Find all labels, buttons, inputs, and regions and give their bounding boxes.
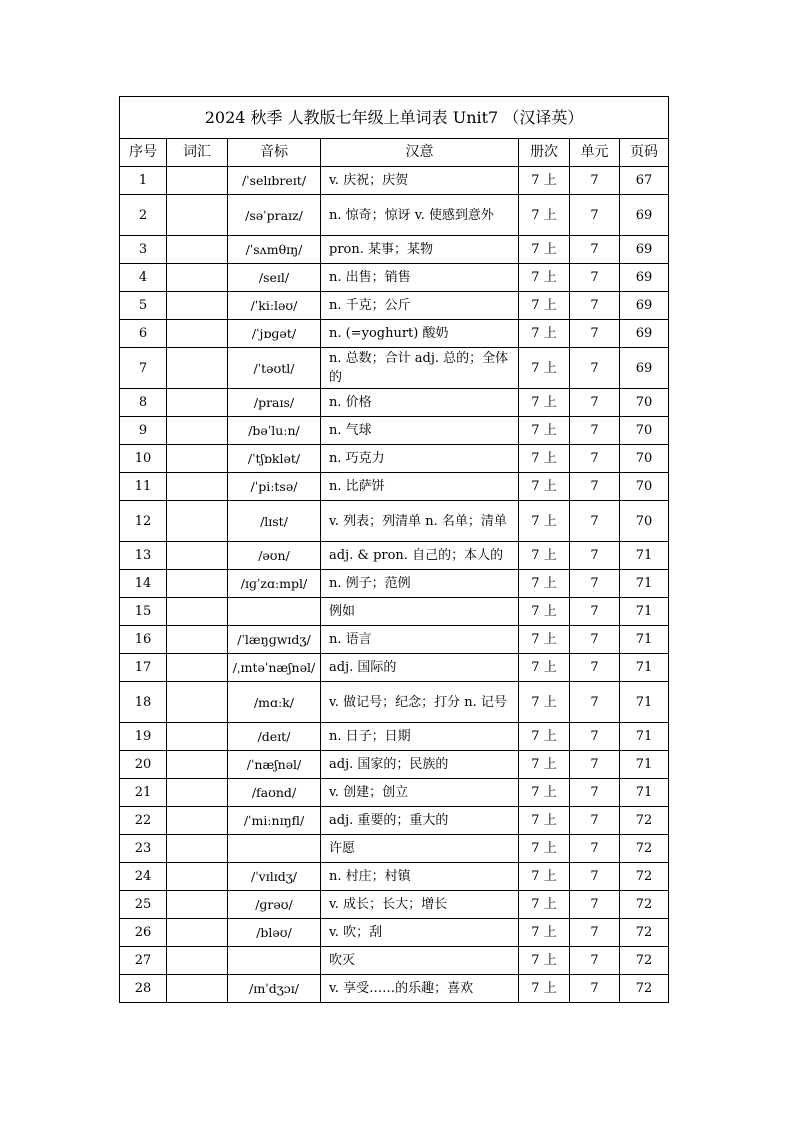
- word-cell: [167, 292, 228, 320]
- page-cell: 72: [620, 947, 669, 975]
- page-cell: 70: [620, 389, 669, 417]
- meaning-cell: 例如: [321, 598, 519, 626]
- page-cell: 72: [620, 891, 669, 919]
- unit-cell: 7: [570, 445, 620, 473]
- page-cell: 69: [620, 292, 669, 320]
- meaning-cell: adj. 重要的；重大的: [321, 807, 519, 835]
- row-number-cell: 13: [120, 542, 167, 570]
- row-number-cell: 7: [120, 348, 167, 389]
- unit-cell: 7: [570, 542, 620, 570]
- table-row: [120, 445, 669, 473]
- meaning-cell: n. 出售；销售: [321, 264, 519, 292]
- word-cell: [167, 779, 228, 807]
- table-title: 2024 秋季 人教版七年级上单词表 Unit7 （汉译英）: [120, 97, 669, 139]
- unit-cell: 7: [570, 779, 620, 807]
- word-cell: [167, 389, 228, 417]
- word-cell: [167, 348, 228, 389]
- meaning-cell: adj. 国际的: [321, 654, 519, 682]
- word-cell: [167, 626, 228, 654]
- phonetic-cell: /lɪst/: [228, 501, 321, 542]
- page-cell: 71: [620, 779, 669, 807]
- page-cell: 69: [620, 236, 669, 264]
- volume-cell: 7 上: [519, 167, 570, 195]
- word-cell: [167, 723, 228, 751]
- meaning-cell: n. 总数；合计 adj. 总的；全体的: [321, 348, 519, 389]
- word-cell: [167, 167, 228, 195]
- page-cell: 72: [620, 919, 669, 947]
- page-cell: 71: [620, 542, 669, 570]
- header-page: 页码: [620, 139, 669, 167]
- word-cell: [167, 501, 228, 542]
- table-row: [120, 598, 669, 626]
- meaning-cell: v. 成长；长大；增长: [321, 891, 519, 919]
- row-number-cell: 9: [120, 417, 167, 445]
- volume-cell: 7 上: [519, 751, 570, 779]
- header-number: 序号: [120, 139, 167, 167]
- meaning-cell: v. 庆祝；庆贺: [321, 167, 519, 195]
- phonetic-cell: /ˈnæʃnəl/: [228, 751, 321, 779]
- header-unit: 单元: [570, 139, 620, 167]
- table-row: [120, 292, 669, 320]
- table-row: [120, 264, 669, 292]
- word-cell: [167, 417, 228, 445]
- phonetic-cell: /bləʊ/: [228, 919, 321, 947]
- phonetic-cell: /ˈkiːləʊ/: [228, 292, 321, 320]
- word-cell: [167, 445, 228, 473]
- unit-cell: 7: [570, 167, 620, 195]
- unit-cell: 7: [570, 598, 620, 626]
- header-meaning: 汉意: [321, 139, 519, 167]
- volume-cell: 7 上: [519, 835, 570, 863]
- meaning-cell: pron. 某事；某物: [321, 236, 519, 264]
- phonetic-cell: /bəˈluːn/: [228, 417, 321, 445]
- unit-cell: 7: [570, 975, 620, 1003]
- page-cell: 69: [620, 264, 669, 292]
- word-cell: [167, 570, 228, 598]
- meaning-cell: v. 做记号；纪念；打分 n. 记号: [321, 682, 519, 723]
- word-cell: [167, 751, 228, 779]
- unit-cell: 7: [570, 654, 620, 682]
- title-row: [120, 97, 669, 139]
- word-cell: [167, 835, 228, 863]
- volume-cell: 7 上: [519, 598, 570, 626]
- row-number-cell: 5: [120, 292, 167, 320]
- table-row: [120, 501, 669, 542]
- phonetic-cell: /seɪl/: [228, 264, 321, 292]
- row-number-cell: 3: [120, 236, 167, 264]
- row-number-cell: 16: [120, 626, 167, 654]
- volume-cell: 7 上: [519, 863, 570, 891]
- row-number-cell: 24: [120, 863, 167, 891]
- word-cell: [167, 919, 228, 947]
- meaning-cell: 吹灭: [321, 947, 519, 975]
- unit-cell: 7: [570, 320, 620, 348]
- table-row: [120, 542, 669, 570]
- phonetic-cell: /ˈjɒɡət/: [228, 320, 321, 348]
- vocabulary-table: [119, 96, 669, 1003]
- table-row: [120, 320, 669, 348]
- volume-cell: 7 上: [519, 723, 570, 751]
- meaning-cell: n. 价格: [321, 389, 519, 417]
- meaning-cell: n. 惊奇；惊讶 v. 使感到意外: [321, 195, 519, 236]
- phonetic-cell: /ˈselɪbreɪt/: [228, 167, 321, 195]
- header-word: 词汇: [167, 139, 228, 167]
- row-number-cell: 26: [120, 919, 167, 947]
- meaning-cell: 许愿: [321, 835, 519, 863]
- volume-cell: 7 上: [519, 975, 570, 1003]
- header-phonetic: 音标: [228, 139, 321, 167]
- row-number-cell: 19: [120, 723, 167, 751]
- phonetic-cell: /deɪt/: [228, 723, 321, 751]
- table-row: [120, 626, 669, 654]
- table-row: [120, 779, 669, 807]
- meaning-cell: n. 巧克力: [321, 445, 519, 473]
- word-cell: [167, 264, 228, 292]
- header-volume: 册次: [519, 139, 570, 167]
- volume-cell: 7 上: [519, 320, 570, 348]
- page-cell: 71: [620, 626, 669, 654]
- volume-cell: 7 上: [519, 236, 570, 264]
- volume-cell: 7 上: [519, 891, 570, 919]
- unit-cell: 7: [570, 570, 620, 598]
- table-row: [120, 654, 669, 682]
- volume-cell: 7 上: [519, 947, 570, 975]
- table-row: [120, 389, 669, 417]
- volume-cell: 7 上: [519, 501, 570, 542]
- row-number-cell: 25: [120, 891, 167, 919]
- meaning-cell: v. 吹；刮: [321, 919, 519, 947]
- row-number-cell: 8: [120, 389, 167, 417]
- unit-cell: 7: [570, 723, 620, 751]
- page-cell: 70: [620, 501, 669, 542]
- meaning-cell: n. 日子；日期: [321, 723, 519, 751]
- page-cell: 72: [620, 835, 669, 863]
- page-cell: 70: [620, 417, 669, 445]
- page-cell: 70: [620, 445, 669, 473]
- unit-cell: 7: [570, 751, 620, 779]
- word-cell: [167, 863, 228, 891]
- volume-cell: 7 上: [519, 542, 570, 570]
- word-cell: [167, 598, 228, 626]
- volume-cell: 7 上: [519, 445, 570, 473]
- table-row: [120, 570, 669, 598]
- word-cell: [167, 947, 228, 975]
- volume-cell: 7 上: [519, 292, 570, 320]
- meaning-cell: v. 创建；创立: [321, 779, 519, 807]
- row-number-cell: 10: [120, 445, 167, 473]
- table-row: [120, 236, 669, 264]
- row-number-cell: 22: [120, 807, 167, 835]
- unit-cell: 7: [570, 292, 620, 320]
- word-cell: [167, 473, 228, 501]
- word-cell: [167, 654, 228, 682]
- meaning-cell: n. 村庄；村镇: [321, 863, 519, 891]
- phonetic-cell: /ɪɡˈzɑːmpl/: [228, 570, 321, 598]
- volume-cell: 7 上: [519, 264, 570, 292]
- phonetic-cell: /ˈvɪlɪdʒ/: [228, 863, 321, 891]
- phonetic-cell: /ɪnˈdʒɔɪ/: [228, 975, 321, 1003]
- phonetic-cell: /ˈsʌmθɪŋ/: [228, 236, 321, 264]
- unit-cell: 7: [570, 501, 620, 542]
- unit-cell: 7: [570, 236, 620, 264]
- page-cell: 69: [620, 195, 669, 236]
- row-number-cell: 28: [120, 975, 167, 1003]
- page-cell: 69: [620, 348, 669, 389]
- table-row: [120, 473, 669, 501]
- table-row: [120, 807, 669, 835]
- row-number-cell: 14: [120, 570, 167, 598]
- table-row: [120, 167, 669, 195]
- unit-cell: 7: [570, 473, 620, 501]
- phonetic-cell: [228, 598, 321, 626]
- meaning-cell: n. 比萨饼: [321, 473, 519, 501]
- table-row: [120, 195, 669, 236]
- meaning-cell: adj. & pron. 自己的；本人的: [321, 542, 519, 570]
- unit-cell: 7: [570, 863, 620, 891]
- page-cell: 67: [620, 167, 669, 195]
- row-number-cell: 1: [120, 167, 167, 195]
- row-number-cell: 21: [120, 779, 167, 807]
- phonetic-cell: /səˈpraɪz/: [228, 195, 321, 236]
- table-row: [120, 947, 669, 975]
- volume-cell: 7 上: [519, 919, 570, 947]
- row-number-cell: 27: [120, 947, 167, 975]
- volume-cell: 7 上: [519, 417, 570, 445]
- meaning-cell: adj. 国家的；民族的: [321, 751, 519, 779]
- word-cell: [167, 320, 228, 348]
- table-row: [120, 863, 669, 891]
- page-cell: 71: [620, 570, 669, 598]
- volume-cell: 7 上: [519, 779, 570, 807]
- volume-cell: 7 上: [519, 626, 570, 654]
- table-row: [120, 723, 669, 751]
- meaning-cell: n. 语言: [321, 626, 519, 654]
- row-number-cell: 4: [120, 264, 167, 292]
- table-row: [120, 751, 669, 779]
- word-cell: [167, 975, 228, 1003]
- row-number-cell: 2: [120, 195, 167, 236]
- unit-cell: 7: [570, 919, 620, 947]
- header-row: [120, 139, 669, 167]
- phonetic-cell: /praɪs/: [228, 389, 321, 417]
- word-cell: [167, 195, 228, 236]
- unit-cell: 7: [570, 891, 620, 919]
- unit-cell: 7: [570, 626, 620, 654]
- row-number-cell: 15: [120, 598, 167, 626]
- page-cell: 71: [620, 751, 669, 779]
- phonetic-cell: /əʊn/: [228, 542, 321, 570]
- unit-cell: 7: [570, 348, 620, 389]
- word-cell: [167, 542, 228, 570]
- word-cell: [167, 682, 228, 723]
- unit-cell: 7: [570, 417, 620, 445]
- volume-cell: 7 上: [519, 195, 570, 236]
- volume-cell: 7 上: [519, 389, 570, 417]
- phonetic-cell: /mɑːk/: [228, 682, 321, 723]
- page-cell: 72: [620, 975, 669, 1003]
- phonetic-cell: /ɡrəʊ/: [228, 891, 321, 919]
- row-number-cell: 17: [120, 654, 167, 682]
- page-cell: 71: [620, 682, 669, 723]
- volume-cell: 7 上: [519, 348, 570, 389]
- volume-cell: 7 上: [519, 570, 570, 598]
- volume-cell: 7 上: [519, 654, 570, 682]
- table-row: [120, 835, 669, 863]
- unit-cell: 7: [570, 195, 620, 236]
- phonetic-cell: /ˈlæŋɡwɪdʒ/: [228, 626, 321, 654]
- phonetic-cell: /faʊnd/: [228, 779, 321, 807]
- table-row: [120, 919, 669, 947]
- phonetic-cell: /ˈmiːnɪŋfl/: [228, 807, 321, 835]
- phonetic-cell: /ˈtʃɒklət/: [228, 445, 321, 473]
- volume-cell: 7 上: [519, 807, 570, 835]
- page-cell: 71: [620, 723, 669, 751]
- row-number-cell: 20: [120, 751, 167, 779]
- unit-cell: 7: [570, 835, 620, 863]
- page-cell: 70: [620, 473, 669, 501]
- phonetic-cell: [228, 835, 321, 863]
- page-cell: 71: [620, 654, 669, 682]
- word-cell: [167, 891, 228, 919]
- volume-cell: 7 上: [519, 682, 570, 723]
- unit-cell: 7: [570, 947, 620, 975]
- row-number-cell: 18: [120, 682, 167, 723]
- page-cell: 72: [620, 807, 669, 835]
- row-number-cell: 23: [120, 835, 167, 863]
- row-number-cell: 12: [120, 501, 167, 542]
- table-row: [120, 348, 669, 389]
- meaning-cell: v. 列表；列清单 n. 名单；清单: [321, 501, 519, 542]
- unit-cell: 7: [570, 389, 620, 417]
- meaning-cell: v. 享受……的乐趣；喜欢: [321, 975, 519, 1003]
- page-cell: 72: [620, 863, 669, 891]
- table-row: [120, 682, 669, 723]
- word-cell: [167, 807, 228, 835]
- meaning-cell: n. 千克；公斤: [321, 292, 519, 320]
- unit-cell: 7: [570, 682, 620, 723]
- word-cell: [167, 236, 228, 264]
- table-row: [120, 891, 669, 919]
- unit-cell: 7: [570, 264, 620, 292]
- volume-cell: 7 上: [519, 473, 570, 501]
- page-cell: 69: [620, 320, 669, 348]
- row-number-cell: 11: [120, 473, 167, 501]
- phonetic-cell: /ˈpiːtsə/: [228, 473, 321, 501]
- table-row: [120, 975, 669, 1003]
- unit-cell: 7: [570, 807, 620, 835]
- phonetic-cell: [228, 947, 321, 975]
- page-cell: 71: [620, 598, 669, 626]
- meaning-cell: n. (=yoghurt) 酸奶: [321, 320, 519, 348]
- phonetic-cell: /ˈtəʊtl/: [228, 348, 321, 389]
- phonetic-cell: /ˌɪntəˈnæʃnəl/: [228, 654, 321, 682]
- meaning-cell: n. 例子；范例: [321, 570, 519, 598]
- meaning-cell: n. 气球: [321, 417, 519, 445]
- row-number-cell: 6: [120, 320, 167, 348]
- table-row: [120, 417, 669, 445]
